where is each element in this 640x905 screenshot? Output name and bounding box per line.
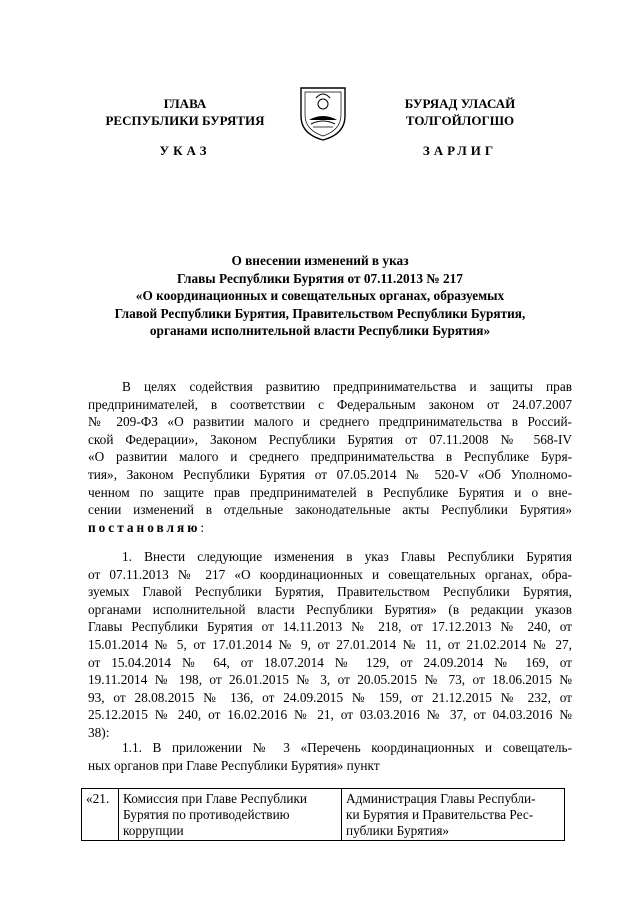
table-row — [82, 789, 565, 841]
header-left-line2: РЕСПУБЛИКИ БУРЯТИЯ — [105, 113, 265, 128]
header-right-line1: БУРЯАД УЛАСАЙ — [404, 96, 516, 111]
text-line: 19.11.2014 № 198, от 26.01.2015 № 3, от 20.05.2015 № 73, от 18.06.2015 № — [88, 672, 572, 688]
decree-punct: : — [200, 519, 205, 535]
text-line: 93, от 28.08.2015 № 136, от 24.09.2015 № 159, от 21.12.2015 № 232, от — [88, 689, 572, 705]
preamble-paragraph — [88, 378, 572, 536]
text-line: органами исполнительной власти Республики Бурятия» (в редакции указов — [88, 601, 572, 617]
text-line: тия», Законом Республики Бурятия от 07.05.2014 № 520-V «Об Уполномо- — [88, 466, 572, 482]
decree-line — [88, 519, 572, 537]
header-left-line1: ГЛАВА — [163, 96, 207, 111]
text-line: ской Федерации», Законом Республики Бурятия от 07.11.2008 № 568-IV — [88, 431, 572, 447]
text-line: от 15.04.2014 № 64, от 18.07.2014 № 129, от 24.09.2014 № 169, от — [88, 654, 572, 670]
title-line: «О координационных и совещательных органах, образуемых — [135, 288, 505, 303]
text-line: сении изменений в отдельные законодательные акты Республики Бурятия» — [88, 502, 572, 518]
text-line: ченном по защите прав предпринимателей в Республике Бурятия и о вне- — [88, 484, 572, 500]
title-line: Главой Республики Бурятия, Правительством Республики Бурятия, — [114, 305, 526, 321]
header-right — [376, 95, 544, 129]
doc-type-right: ЗАРЛИГ — [422, 143, 498, 158]
text-line: № 209-ФЗ «О развитии малого и среднего предпринимательства в Россий- — [88, 414, 572, 430]
table-cell-number: «21. — [82, 789, 119, 841]
text-line: Главы Республики Бурятия от 14.11.2013 № 218, от 17.12.2013 № 240, от — [88, 619, 572, 635]
text-line: зуемых Главой Республики Бурятия, Правительством Республики Бурятия, — [88, 584, 572, 600]
cell-line: Комиссия при Главе Республики — [123, 791, 308, 806]
committee-table — [81, 788, 565, 841]
item-1-paragraph — [88, 548, 572, 742]
text-line: В целях содействия развитию предпринимательства и защиты прав — [122, 379, 572, 394]
text-line: 1.1. В приложении № 3 «Перечень координационных и совещатель- — [122, 740, 572, 755]
header-left — [96, 95, 274, 129]
item-1-1-paragraph — [88, 739, 572, 774]
text-line: «О развитии малого и среднего предпринимательства в Республике Буря- — [88, 449, 572, 465]
header-right-line2: ТОЛГОЙЛОГШО — [405, 113, 515, 128]
title-line: О внесении изменений в указ — [231, 253, 409, 268]
cell-line: Бурятия по противодействию — [123, 807, 290, 822]
doc-type-left: УКАЗ — [159, 143, 211, 158]
cell-line: публики Бурятия» — [346, 823, 450, 838]
text-line: от 07.11.2013 № 217 «О координационных и совещательных органах, обра- — [88, 566, 572, 582]
text-line: 1. Внести следующие изменения в указ Главы Республики Бурятия — [122, 549, 572, 564]
coat-of-arms-icon — [297, 82, 349, 142]
text-line: 25.12.2015 № 240, от 16.02.2016 № 21, от 03.03.2016 № 37, от 04.03.2016 № — [88, 707, 572, 723]
cell-line: Администрация Главы Республи- — [346, 791, 536, 806]
text-line: 15.01.2014 № 5, от 17.01.2014 № 9, от 27.01.2014 № 11, от 21.02.2014 № 27, — [88, 636, 572, 652]
decree-word: постановляю — [88, 519, 201, 535]
document-title — [80, 252, 560, 340]
title-line: Главы Республики Бурятия от 07.11.2013 № 217 — [177, 270, 463, 286]
text-line: ных органов при Главе Республики Бурятия» пункт — [88, 757, 380, 773]
table-cell-organization — [342, 789, 565, 841]
cell-line: коррупции — [123, 823, 184, 838]
title-line: органами исполнительной власти Республики Бурятия» — [149, 323, 491, 338]
table-cell-name — [119, 789, 342, 841]
cell-line: ки Бурятия и Правительства Рес- — [346, 807, 534, 822]
text-line: предпринимателей, в соответствии с Федеральным законом от 24.07.2007 — [88, 396, 572, 412]
text-line: 38): — [88, 724, 110, 740]
